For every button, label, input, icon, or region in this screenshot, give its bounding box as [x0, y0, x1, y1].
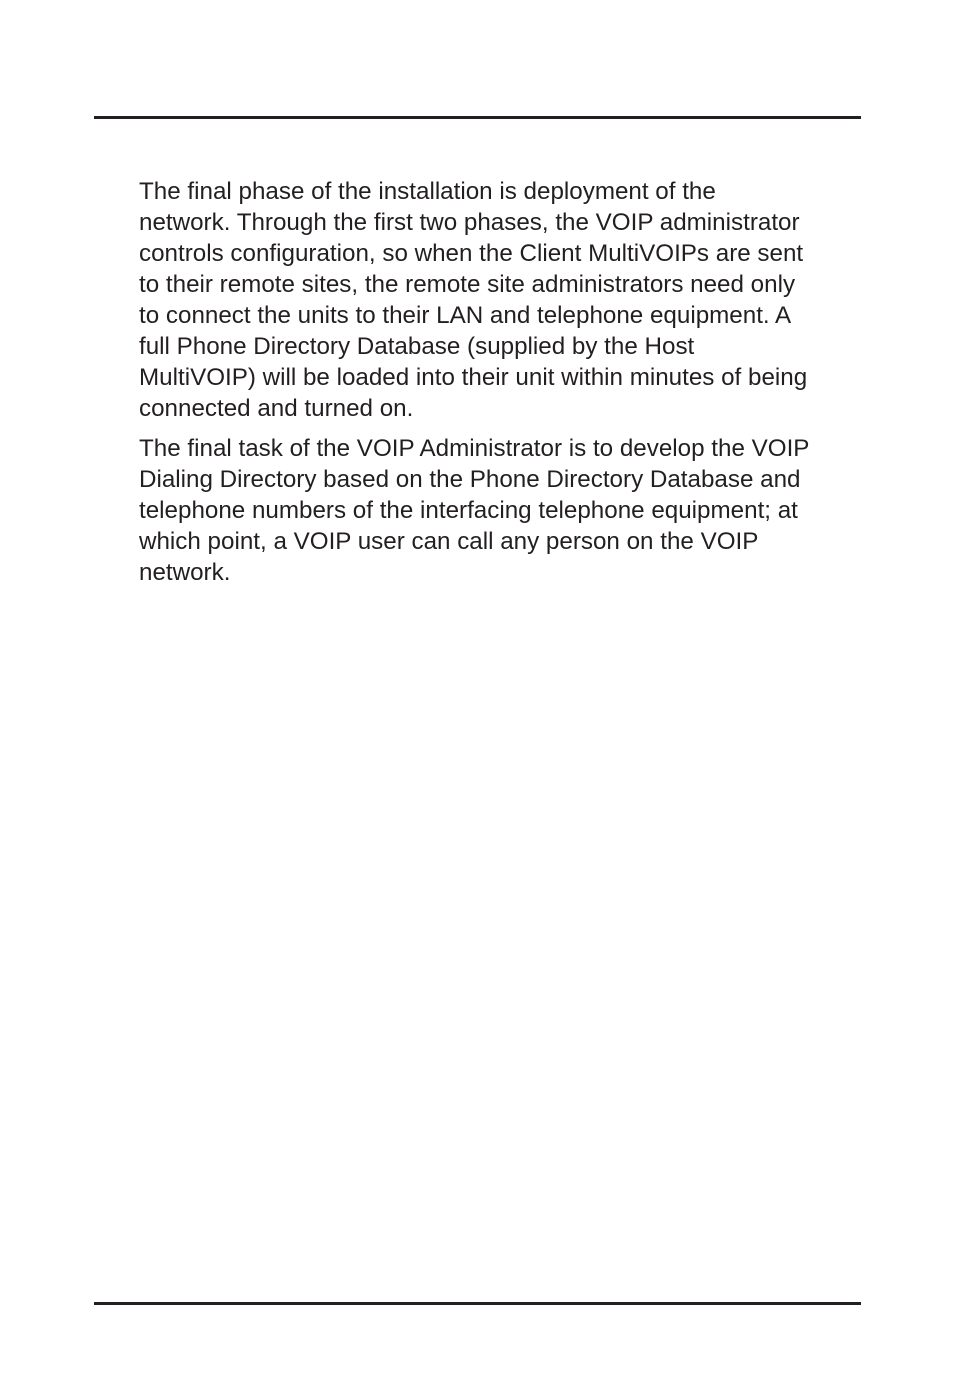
- header-rule: [94, 116, 861, 119]
- text-line: network.: [139, 559, 231, 586]
- body-text: [139, 176, 863, 597]
- text-line: to connect the units to their LAN and telephone equipment. A: [139, 302, 792, 329]
- text-line: telephone numbers of the interfacing telephone equipment; at: [139, 497, 798, 524]
- paragraph-deployment: [139, 176, 863, 424]
- text-line: full Phone Directory Database (supplied by the Host: [139, 333, 695, 360]
- text-line: The final phase of the installation is deployment of the: [139, 178, 716, 205]
- text-line: network. Through the first two phases, the VOIP administrator: [139, 209, 800, 236]
- text-line: Dialing Directory based on the Phone Directory Database and: [139, 466, 801, 493]
- footer-rule: [94, 1302, 861, 1305]
- paragraph-final-task: [139, 433, 863, 588]
- text-line: which point, a VOIP user can call any person on the VOIP: [139, 528, 759, 555]
- text-line: to their remote sites, the remote site administrators need only: [139, 271, 796, 298]
- text-line: controls configuration, so when the Client MultiVOIPs are sent: [139, 240, 804, 267]
- text-line: MultiVOIP) will be loaded into their unit within minutes of being: [139, 364, 808, 391]
- text-line: connected and turned on.: [139, 395, 414, 422]
- text-line: The final task of the VOIP Administrator is to develop the VOIP: [139, 435, 810, 462]
